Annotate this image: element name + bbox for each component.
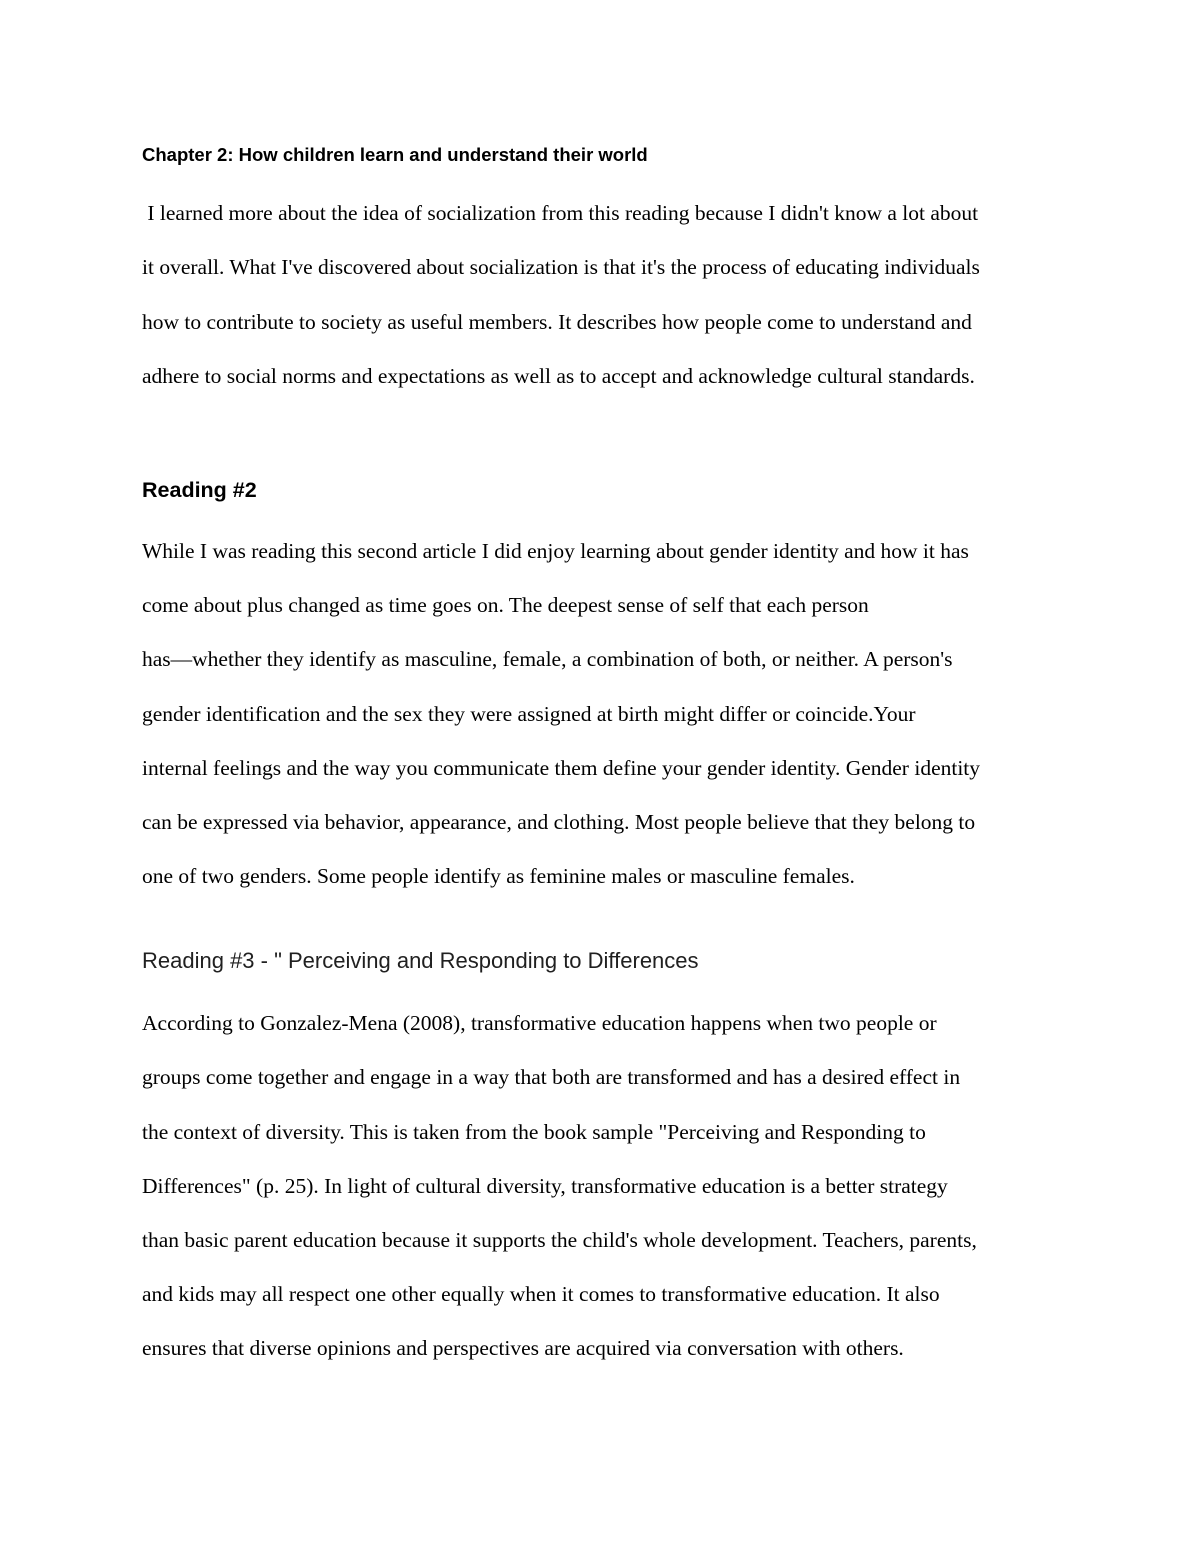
reading3-line: than basic parent education because it supports the child's whole development. Teachers, parents, xyxy=(142,1228,977,1252)
reading2-line: come about plus changed as time goes on. The deepest sense of self that each person xyxy=(142,593,869,617)
reading3-line: According to Gonzalez-Mena (2008), transformative education happens when two people or xyxy=(142,1011,937,1035)
reading2-line: has—whether they identify as masculine, female, a combination of both, or neither. A person's xyxy=(142,647,953,671)
reading3-line: ensures that diverse opinions and perspectives are acquired via conversation with others. xyxy=(142,1336,904,1360)
reading2-line: one of two genders. Some people identify as feminine males or masculine females. xyxy=(142,864,855,888)
chapter2-line: it overall. What I've discovered about socialization is that it's the process of educating individuals xyxy=(142,255,980,279)
reading3-line: the context of diversity. This is taken from the book sample "Perceiving and Responding to xyxy=(142,1120,926,1144)
reading2-line: While I was reading this second article I did enjoy learning about gender identity and how it has xyxy=(142,539,969,563)
reading3-line: groups come together and engage in a way that both are transformed and has a desired effect in xyxy=(142,1065,961,1089)
reading3-line: and kids may all respect one other equally when it comes to transformative education. It also xyxy=(142,1282,940,1306)
reading2-heading: Reading #2 xyxy=(142,478,257,502)
chapter2-line: adhere to social norms and expectations as well as to accept and acknowledge cultural standards. xyxy=(142,364,975,388)
reading2-line: can be expressed via behavior, appearance, and clothing. Most people believe that they belong to xyxy=(142,810,976,834)
reading2-line: internal feelings and the way you communicate them define your gender identity. Gender identity xyxy=(142,756,981,780)
chapter2-line: I learned more about the idea of socialization from this reading because I didn't know a lot about xyxy=(142,201,979,225)
chapter2-line: how to contribute to society as useful members. It describes how people come to understand and xyxy=(142,310,972,334)
chapter2-heading: Chapter 2: How children learn and understand their world xyxy=(142,144,648,165)
reading2-line: gender identification and the sex they were assigned at birth might differ or coincide.Your xyxy=(142,702,916,726)
reading3-line: Differences" (p. 25). In light of cultural diversity, transformative education is a better strategy xyxy=(142,1174,948,1198)
reading3-heading: Reading #3 - " Perceiving and Responding to Differences xyxy=(142,948,699,973)
